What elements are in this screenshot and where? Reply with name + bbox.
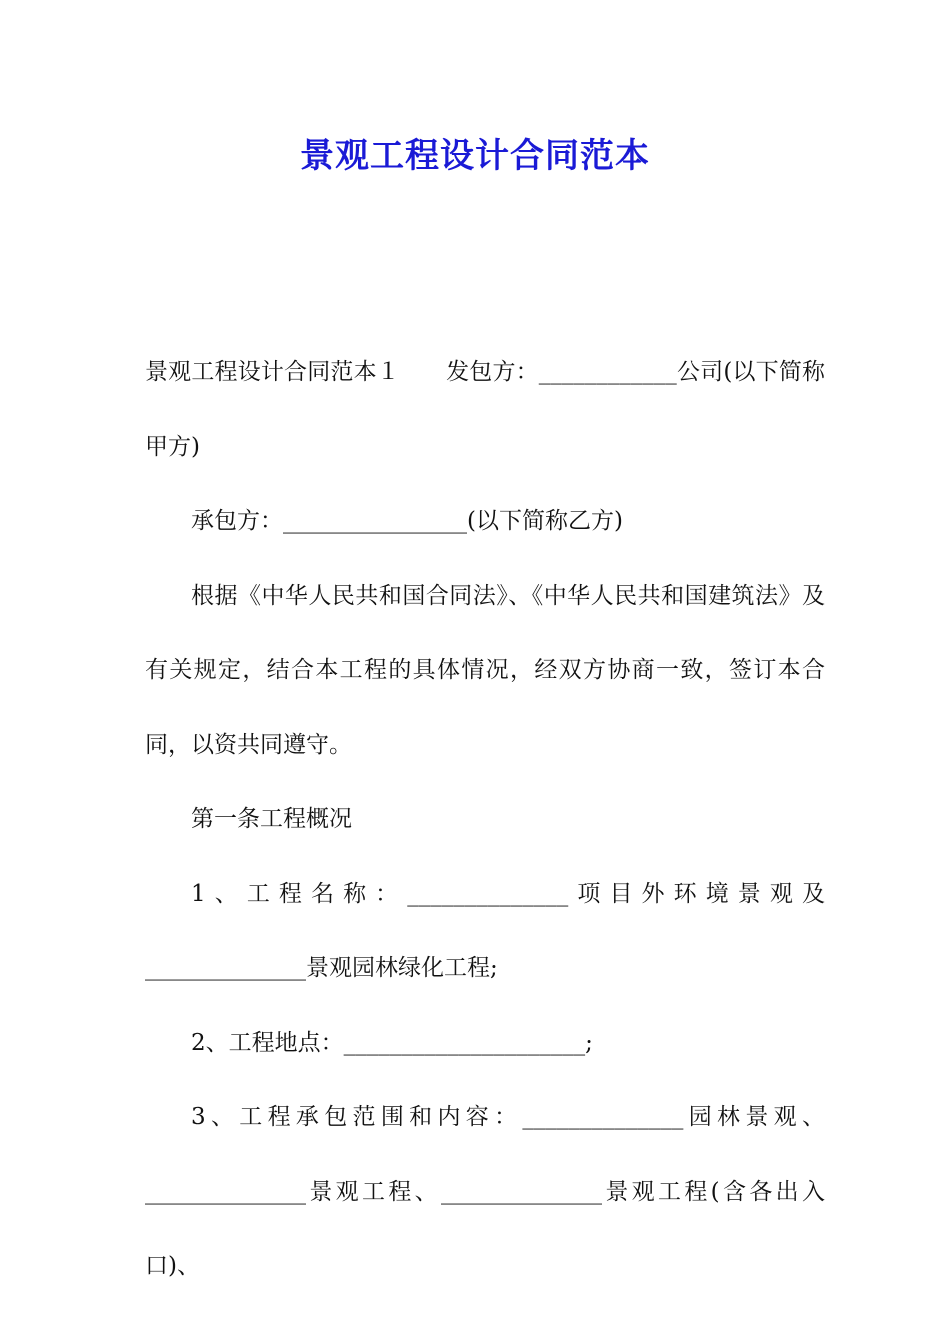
paragraph-header-party-a: 发包方：____________公司(以下简称甲方): [145, 359, 825, 460]
paragraph-header: [145, 335, 825, 484]
paragraph-project-location: 2、工程地点：_____________________;: [191, 1029, 593, 1056]
paragraph-project-name: 1、工程名称：______________项目外环境景观及______________景观园林绿化工程;: [145, 880, 825, 981]
document-title: 景观工程设计合同范本: [300, 136, 650, 176]
paragraph-party-b: 承包方：________________(以下简称乙方): [191, 508, 623, 534]
paragraph-header-title: 景观工程设计合同范本１: [145, 359, 400, 385]
section-heading-article-1: 第一条工程概况: [191, 806, 352, 832]
paragraph-project-scope: 3、工程承包范围和内容：______________园林景观、______________景观工程、______________景观工程(含各出入口)、: [145, 1104, 825, 1279]
paragraph-legal-basis: 根据《中华人民共和国合同法》、《中华人民共和国建筑法》及有关规定，结合本工程的具体情况，经双方协商一致，签订本合同，以资共同遵守。: [145, 582, 825, 758]
document-body: [145, 335, 825, 1304]
